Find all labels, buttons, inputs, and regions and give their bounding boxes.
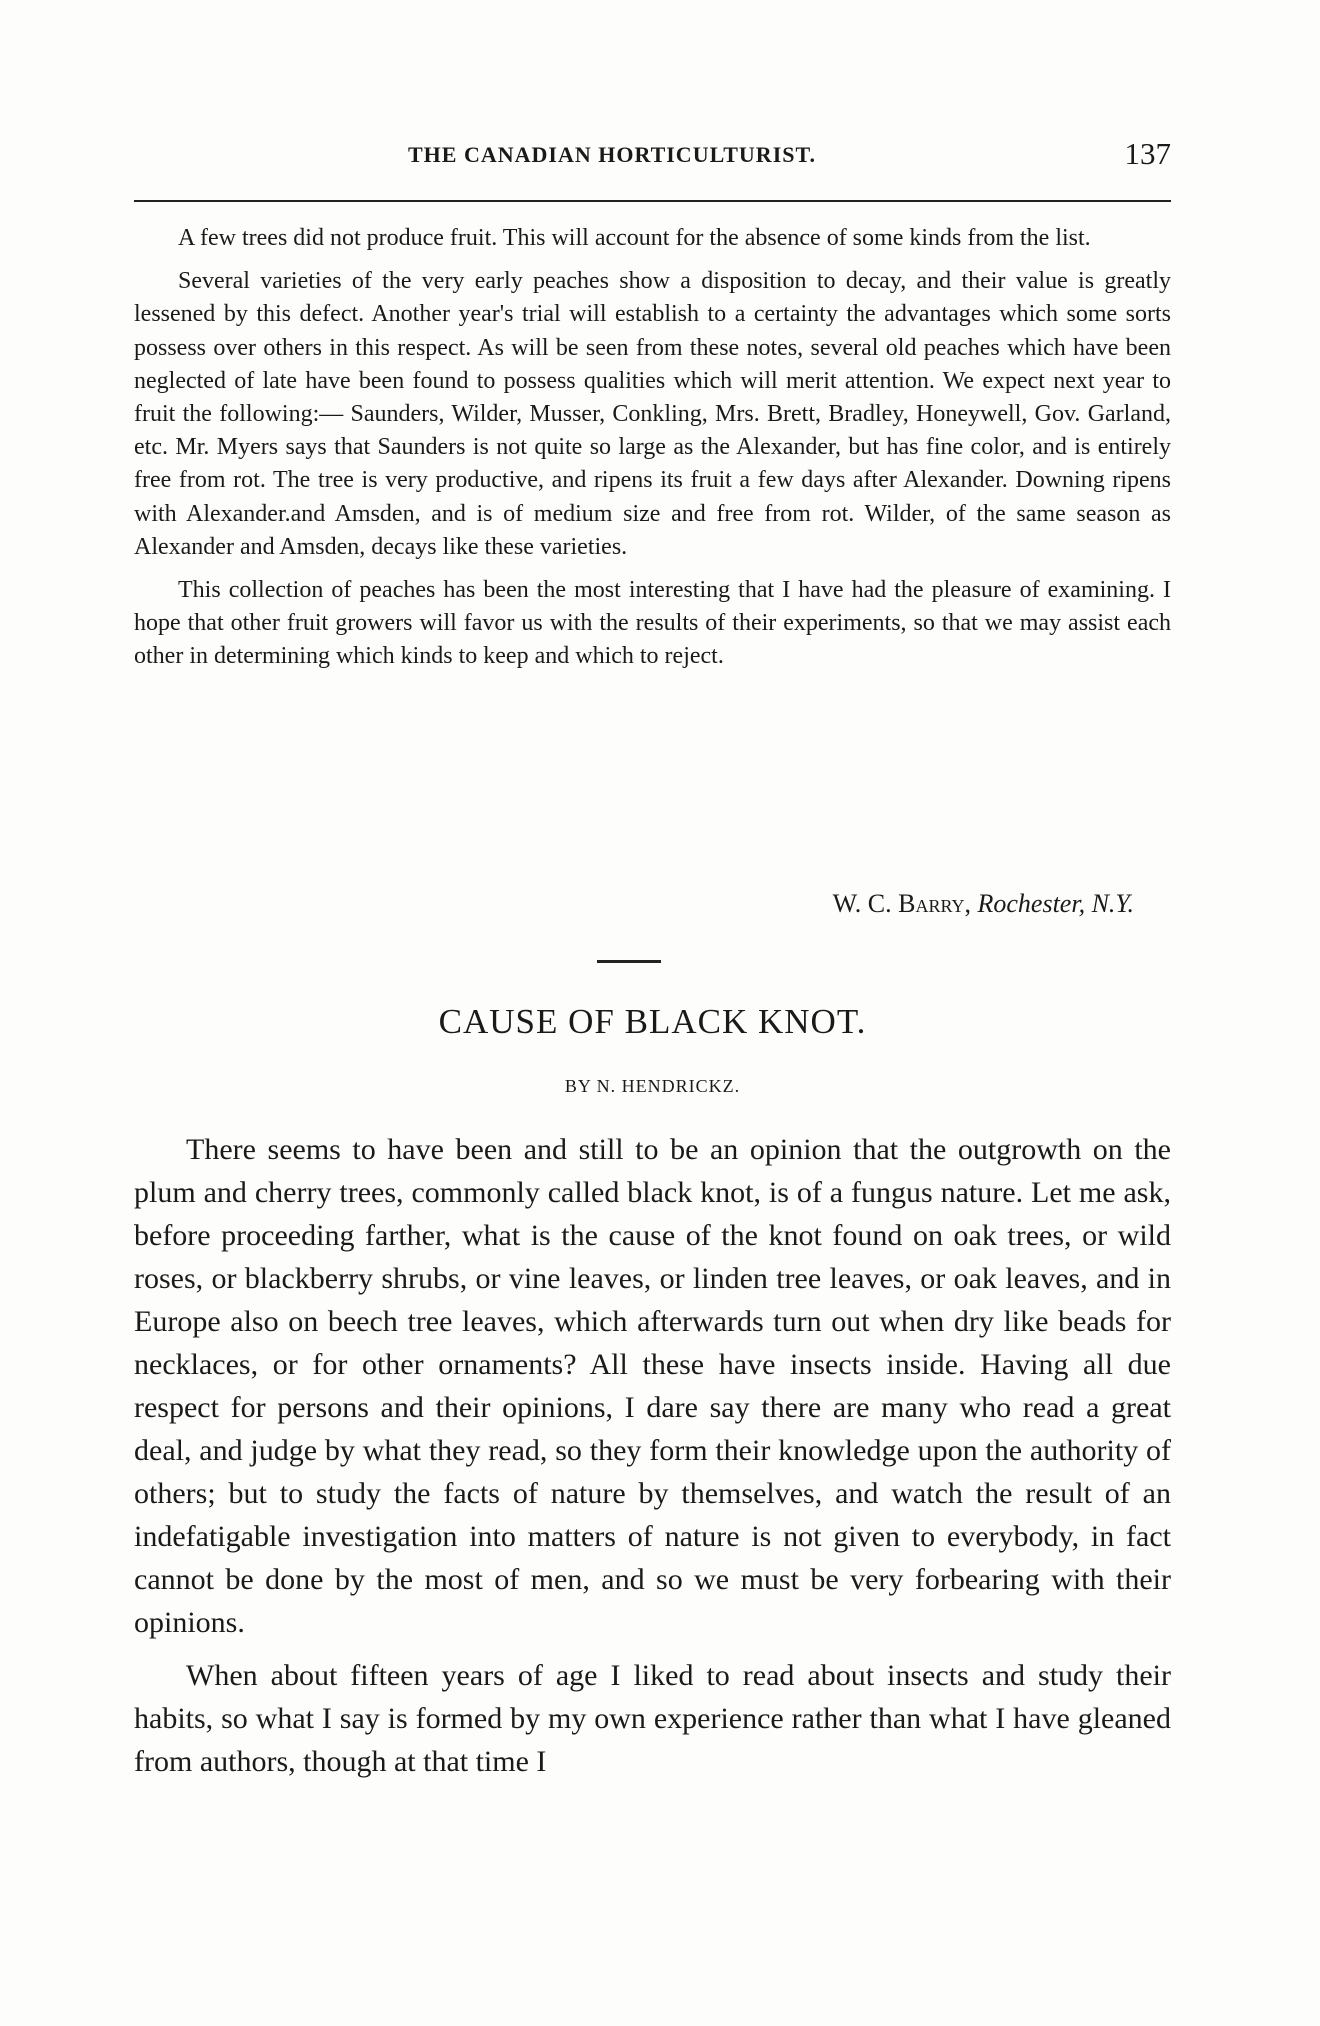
signature-place: Rochester, N.Y. bbox=[977, 889, 1134, 918]
paragraph: There seems to have been and still to be an opinion that the outgrowth on the plum and cherry trees, commonly called black knot, is of a fungus nature. Let me ask, before proceeding farther, what is the cause of the knot found on oak trees, or wild roses, or blackberry shrubs, or vine leaves, or linden tree leaves, or oak leaves, and in Europe also on beech tree leaves, which afterwards turn out when dry like beads for necklaces, or for other ornaments? All these have insects inside. Having all due respect for persons and their opinions, I dare say there are many who read a great deal, and judge by what they read, so they form their knowledge upon the authority of others; but to study the facts of nature by themselves, and watch the result of an indefatigable investigation into matters of nature is not given to everybody, in fact cannot be done by the most of men, and so we must be very forbearing with their opinions. bbox=[134, 1133, 1171, 1639]
running-title: THE CANADIAN HORTICULTURIST. bbox=[408, 142, 817, 167]
paragraph: This collection of peaches has been the most interesting that I have had the pleasure of examining. I hope that other fruit growers will favor us with the results of their experiments, so that we may assist each other in determining which kinds to keep and which to reject. bbox=[134, 577, 1171, 670]
article-byline: BY N. HENDRICKZ. bbox=[564, 1076, 741, 1096]
paragraph: When about fifteen years of age I liked to read about insects and study their habits, so what I say is formed by my own experience rather than what I have gleaned from authors, though at that time I bbox=[134, 1659, 1171, 1778]
article-title: CAUSE OF BLACK KNOT. bbox=[438, 1002, 867, 1041]
running-head bbox=[134, 136, 1171, 176]
paragraph: A few trees did not produce fruit. This will account for the absence of some kinds from the list. bbox=[178, 225, 1091, 251]
page-number: 137 bbox=[1124, 136, 1171, 171]
signature-name: W. C. Barry, bbox=[832, 889, 971, 918]
header-rule bbox=[134, 200, 1171, 202]
section-divider bbox=[597, 960, 661, 963]
previous-article-continuation bbox=[134, 222, 1171, 684]
paragraph: Several varieties of the very early peaches show a disposition to decay, and their value is greatly lessened by this defect. Another year's trial will establish to a certainty the advantages which some sorts possess over others in this respect. As will be seen from these notes, several old peaches which have been neglected of late have been found to possess qualities which will merit attention. We expect next year to fruit the following:— Saunders, Wilder, Musser, Conkling, Mrs. Brett, Bradley, Honeywell, Gov. Garland, etc. Mr. Myers says that Saunders is not quite so large as the Alexander, but has fine color, and is entirely free from rot. The tree is very productive, and ripens its fruit a few days after Alexander. Downing ripens with Alexander.and Amsden, and is of medium size and free from rot. Wilder, of the same season as Alexander and Amsden, decays like these varieties. bbox=[134, 268, 1171, 560]
article-body bbox=[134, 1128, 1171, 1793]
author-signature bbox=[134, 889, 1134, 919]
